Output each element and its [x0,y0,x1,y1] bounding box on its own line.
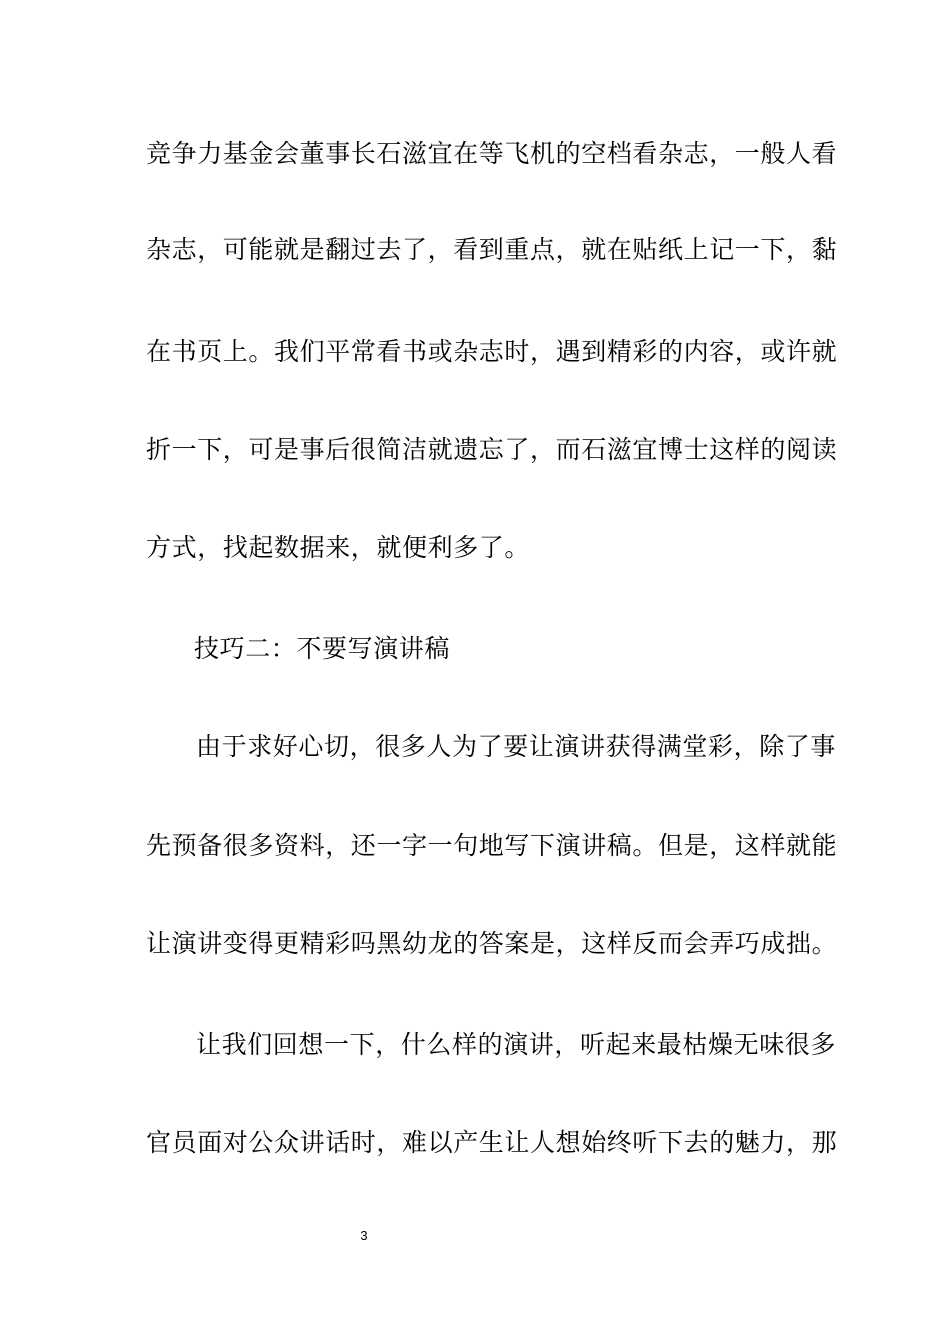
paragraph-line: 方式，找起数据来，就便利多了。 [146,533,531,562]
paragraph-line: 竞争力基金会董事长石滋宜在等飞机的空档看杂志，一般人看 [146,139,838,168]
paragraph-line: 在书页上。我们平常看书或杂志时，遇到精彩的内容，或许就 [146,337,838,366]
section-heading: 技巧二：不要写演讲稿 [194,634,451,663]
paragraph-line: 杂志，可能就是翻过去了，看到重点，就在贴纸上记一下，黏 [146,235,838,264]
paragraph-line: 折一下，可是事后很简洁就遗忘了，而石滋宜博士这样的阅读 [146,435,838,464]
paragraph-line: 官员面对公众讲话时，难以产生让人想始终听下去的魅力，那 [146,1128,838,1157]
paragraph-line: 先预备很多资料，还一字一句地写下演讲稿。但是，这样就能 [146,831,838,860]
paragraph-line: 由于求好心切，很多人为了要让演讲获得满堂彩，除了事 [196,732,837,761]
page-number: 3 [360,1228,368,1243]
paragraph-line: 让演讲变得更精彩吗黑幼龙的答案是，这样反而会弄巧成拙。 [146,929,838,958]
paragraph-line: 让我们回想一下，什么样的演讲，听起来最枯燥无味很多 [196,1030,837,1059]
